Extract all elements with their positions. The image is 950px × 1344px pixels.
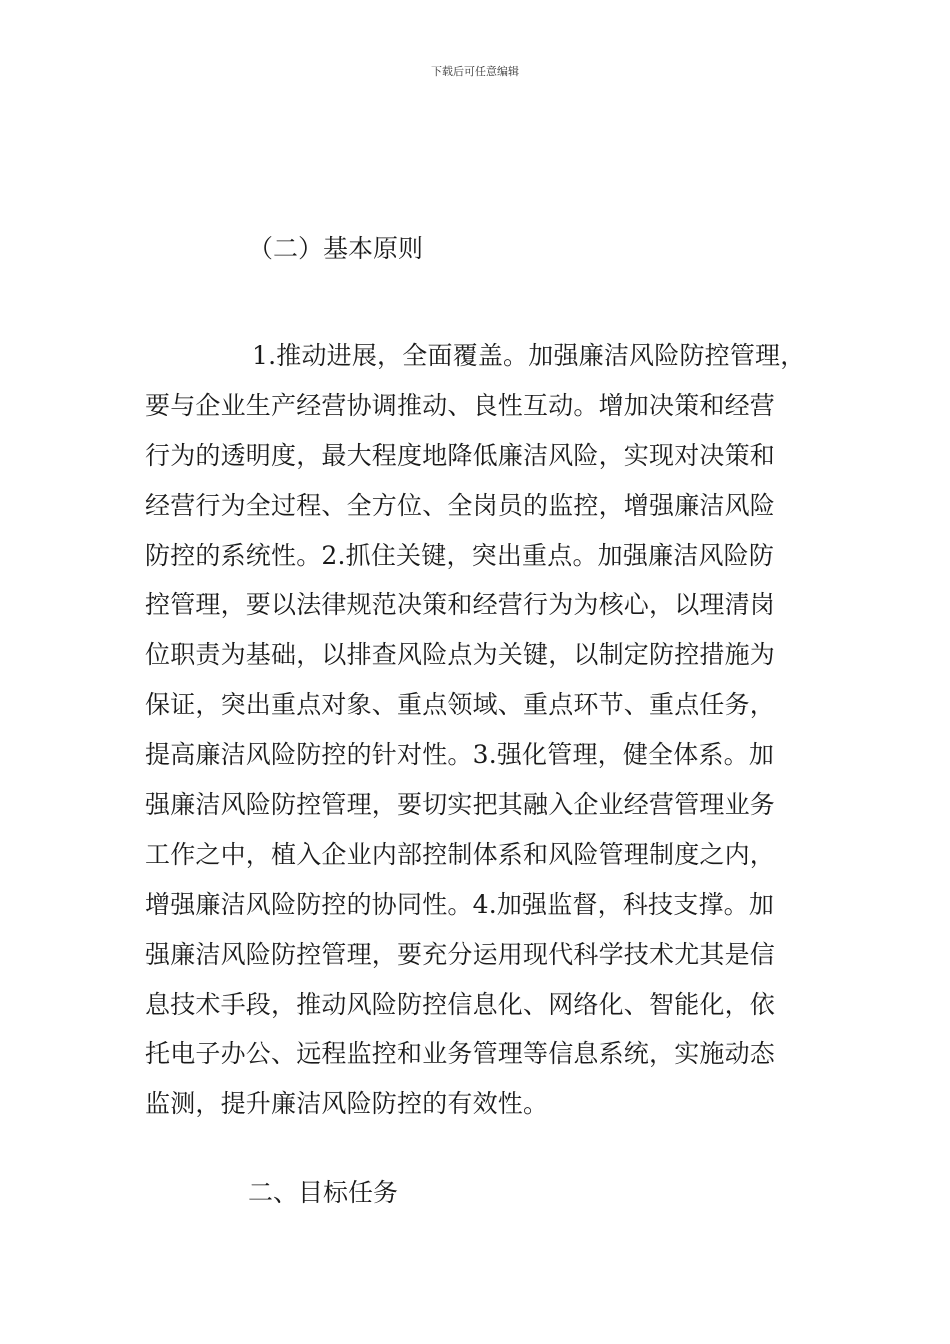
- paragraph-line: 托电子办公、远程监控和业务管理等信息系统，实施动态: [145, 1039, 776, 1069]
- paragraph-line: 位职责为基础，以排查风险点为关键，以制定防控措施为: [145, 640, 776, 670]
- paragraph-line: 监测，提升廉洁风险防控的有效性。: [145, 1089, 549, 1119]
- paragraph-line: 增强廉洁风险防控的协同性。4.加强监督，科技支撑。加: [145, 889, 775, 919]
- page-header-note: 下载后可任意编辑: [431, 65, 519, 78]
- paragraph-line: 经营行为全过程、全方位、全岗员的监控，增强廉洁风险: [145, 490, 776, 520]
- paragraph-line: 工作之中，植入企业内部控制体系和风险管理制度之内，: [145, 839, 776, 869]
- paragraph-line: 提高廉洁风险防控的针对性。3.强化管理，健全体系。加: [145, 740, 775, 770]
- paragraph-line: 保证，突出重点对象、重点领域、重点环节、重点任务，: [145, 690, 776, 720]
- paragraph-line: 强廉洁风险防控管理，要充分运用现代科学技术尤其是信: [145, 939, 776, 969]
- principles-paragraph: [145, 331, 845, 1129]
- paragraph-line: 行为的透明度，最大程度地降低廉洁风险，实现对决策和: [145, 440, 776, 470]
- paragraph-line: 防控的系统性。2.抓住关键，突出重点。加强廉洁风险防: [145, 540, 775, 570]
- paragraph-line: 息技术手段，推动风险防控信息化、网络化、智能化，依: [145, 989, 776, 1019]
- paragraph-line: 强廉洁风险防控管理，要切实把其融入企业经营管理业务: [145, 790, 776, 820]
- paragraph-line: 1.推动进展，全面覆盖。加强廉洁风险防控管理，: [252, 341, 806, 370]
- paragraph-line: 控管理，要以法律规范决策和经营行为为核心，以理清岗: [145, 590, 776, 620]
- paragraph-line: 要与企业生产经营协调推动、良性互动。增加决策和经营: [145, 390, 776, 420]
- section-heading-goals-tasks: 二、目标任务: [248, 1178, 399, 1207]
- section-heading-basic-principles: （二）基本原则: [248, 234, 424, 263]
